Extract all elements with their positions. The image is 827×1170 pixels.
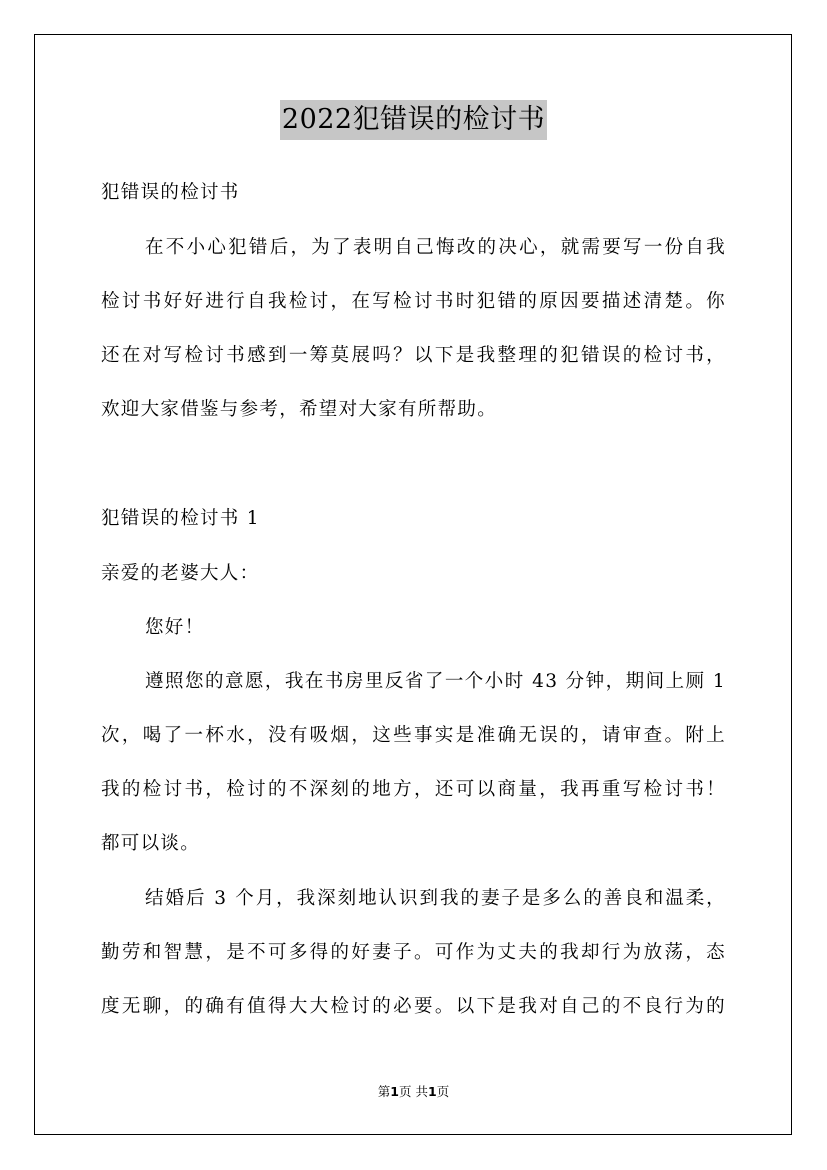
document-title: 2022犯错误的检讨书 [280,100,547,140]
para1-line-4: 都可以谈。 [101,833,201,854]
title-container [0,100,827,140]
intro-line-4: 欢迎大家借鉴与参考，希望对大家有所帮助。 [101,399,498,420]
footer-suffix: 页 [436,1084,450,1099]
para1-line-3: 我的检讨书，检讨的不深刻的地方，还可以商量，我再重写检讨书！ [101,779,726,800]
intro-line-3: 还在对写检讨书感到一筹莫展吗？以下是我整理的犯错误的检讨书， [101,345,726,366]
footer-page-total: 1 [427,1084,437,1099]
para1-line-2: 次，喝了一杯水，没有吸烟，这些事实是准确无误的，请审查。附上 [101,725,726,746]
para1-line-1: 遵照您的意愿，我在书房里反省了一个小时 43 分钟，期间上厕 1 [145,671,726,692]
page-footer [0,1083,827,1101]
para2-line-3: 度无聊，的确有值得大大检讨的必要。以下是我对自己的不良行为的 [101,996,726,1017]
footer-page-number: 1 [390,1084,399,1099]
salutation: 亲爱的老婆大人： [101,563,260,584]
intro-line-1: 在不小心犯错后，为了表明自己悔改的决心，就需要写一份自我 [145,237,726,258]
footer-mid: 页 共 [399,1084,428,1099]
para2-line-1: 结婚后 3 个月，我深刻地认识到我的妻子是多么的善良和温柔， [145,888,726,909]
section-heading: 犯错误的检讨书 1 [101,508,260,529]
document-subtitle: 犯错误的检讨书 [101,182,240,203]
para2-line-2: 勤劳和智慧，是不可多得的好妻子。可作为丈夫的我却行为放荡，态 [101,942,726,963]
footer-prefix: 第 [377,1084,391,1099]
intro-line-2: 检讨书好好进行自我检讨，在写检讨书时犯错的原因要描述清楚。你 [101,291,726,312]
greeting: 您好！ [145,617,205,638]
